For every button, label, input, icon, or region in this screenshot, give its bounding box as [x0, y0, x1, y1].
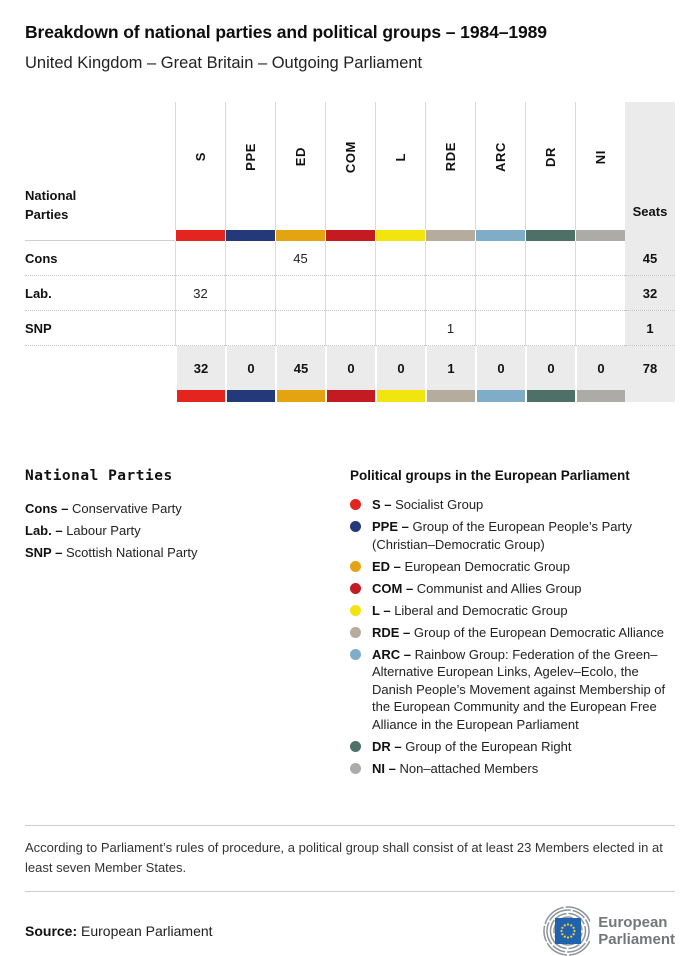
- group-color-bar-com: [325, 230, 375, 241]
- cell-lab-com: [325, 276, 375, 311]
- legend-section: [25, 468, 675, 782]
- cell-snp-seats: 1: [625, 311, 675, 346]
- parties-groups-table: [25, 102, 675, 402]
- group-abbr: RDE –: [372, 624, 411, 640]
- total-ed: 45: [275, 346, 325, 390]
- cell-cons-seats: 45: [625, 241, 675, 276]
- cell-cons-l: [375, 241, 425, 276]
- column-header-seats: Seats: [625, 102, 675, 230]
- totals-row-spacer: [25, 346, 175, 390]
- column-header-ni: NI: [575, 102, 625, 230]
- column-header-s: S: [175, 102, 225, 230]
- page-footer: [25, 906, 675, 956]
- group-abbr: S –: [372, 497, 392, 512]
- cell-lab-l: [375, 276, 425, 311]
- group-color-bar-rde: [425, 230, 475, 241]
- divider: [25, 891, 675, 892]
- column-header-arc: ARC: [475, 102, 525, 230]
- list-item: [350, 738, 675, 756]
- national-parties-legend-title: National Parties: [25, 468, 173, 484]
- cell-lab-ni: [575, 276, 625, 311]
- party-abbr: Lab. –: [25, 523, 63, 538]
- cell-cons-ni: [575, 241, 625, 276]
- list-item: [350, 624, 675, 642]
- national-parties-list: [25, 498, 350, 564]
- group-name: European Democratic Group: [404, 558, 571, 574]
- column-header-ed: ED: [275, 102, 325, 230]
- political-groups-legend-title: Political groups in the European Parliament: [350, 468, 630, 483]
- group-color-dot: [350, 521, 361, 532]
- bottom-color-bar-l: [375, 390, 425, 402]
- cell-cons-s: [175, 241, 225, 276]
- source-value: European Parliament: [81, 922, 213, 939]
- cell-lab-dr: [525, 276, 575, 311]
- political-groups-legend: [350, 468, 675, 782]
- group-abbr: PPE –: [372, 519, 409, 534]
- cell-lab-ed: [275, 276, 325, 311]
- group-name: Group of the European People’s Party (Christian–Democratic Group): [372, 519, 632, 552]
- row-header-national-parties: [25, 102, 175, 230]
- group-color-dot: [350, 649, 361, 660]
- group-name: Non–attached Members: [399, 760, 539, 776]
- source-line: [25, 923, 213, 939]
- cell-snp-ed: [275, 311, 325, 346]
- total-arc: 0: [475, 346, 525, 390]
- cell-lab-rde: [425, 276, 475, 311]
- seats-column-spacer: [625, 230, 675, 241]
- cell-lab-ppe: [225, 276, 275, 311]
- list-item: [350, 518, 675, 553]
- cell-cons-ed: 45: [275, 241, 325, 276]
- group-color-dot: [350, 741, 361, 752]
- group-color-dot: [350, 583, 361, 594]
- table-row-label-cons: Cons: [25, 241, 175, 276]
- cell-snp-dr: [525, 311, 575, 346]
- party-abbr: SNP –: [25, 545, 63, 560]
- bottom-color-bar-ed: [275, 390, 325, 402]
- total-rde: 1: [425, 346, 475, 390]
- group-name: Liberal and Democratic Group: [394, 602, 568, 618]
- cell-snp-arc: [475, 311, 525, 346]
- european-parliament-logo: [526, 906, 675, 956]
- group-abbr: NI –: [372, 760, 396, 776]
- list-item: [350, 558, 675, 576]
- total-com: 0: [325, 346, 375, 390]
- list-item: [350, 496, 675, 514]
- cell-lab-s: 32: [175, 276, 225, 311]
- column-header-rde: RDE: [425, 102, 475, 230]
- list-item: [25, 520, 350, 542]
- column-header-dr: DR: [525, 102, 575, 230]
- group-color-bar-l: [375, 230, 425, 241]
- cell-cons-rde: [425, 241, 475, 276]
- group-color-bar-ed: [275, 230, 325, 241]
- group-name: Group of the European Right: [405, 738, 572, 754]
- total-s: 32: [175, 346, 225, 390]
- logo-line2: Parliament: [598, 930, 675, 948]
- cell-cons-arc: [475, 241, 525, 276]
- group-color-bar-s: [175, 230, 225, 241]
- cell-cons-dr: [525, 241, 575, 276]
- footer-bar-spacer: [25, 390, 175, 402]
- list-item: [350, 580, 675, 598]
- total-dr: 0: [525, 346, 575, 390]
- total-ni: 0: [575, 346, 625, 390]
- total-l: 0: [375, 346, 425, 390]
- bottom-color-bar-dr: [525, 390, 575, 402]
- table-row-label-lab: Lab.: [25, 276, 175, 311]
- column-header-com: COM: [325, 102, 375, 230]
- cell-snp-rde: 1: [425, 311, 475, 346]
- group-color-bar-ni: [575, 230, 625, 241]
- group-color-bar-ppe: [225, 230, 275, 241]
- national-parties-legend: [25, 468, 350, 782]
- bottom-color-bar-arc: [475, 390, 525, 402]
- cell-snp-com: [325, 311, 375, 346]
- party-name: Scottish National Party: [65, 545, 198, 560]
- logo-line1: European: [598, 913, 668, 931]
- row-header-line2: Parties: [25, 207, 69, 222]
- cell-snp-ppe: [225, 311, 275, 346]
- list-item: [25, 498, 350, 520]
- group-abbr: L –: [372, 602, 391, 618]
- cell-snp-l: [375, 311, 425, 346]
- cell-cons-com: [325, 241, 375, 276]
- list-item: [350, 760, 675, 778]
- list-item: [350, 646, 675, 734]
- party-name: Labour Party: [66, 523, 141, 538]
- political-groups-list: [350, 496, 675, 777]
- group-abbr: COM –: [372, 580, 414, 596]
- group-color-dot: [350, 605, 361, 616]
- group-color-dot: [350, 561, 361, 572]
- group-abbr: ED –: [372, 558, 401, 574]
- table-row-label-snp: SNP: [25, 311, 175, 346]
- divider: [25, 825, 675, 826]
- group-name: Rainbow Group: Federation of the Green–Alternative European Links, Agelev–Ecolo, the Danish People’s Movement against Membership of the European Community and the European Free Alliance in the European Parliament: [372, 646, 666, 732]
- group-abbr: DR –: [372, 738, 402, 754]
- cell-cons-ppe: [225, 241, 275, 276]
- party-name: Conservative Party: [71, 501, 182, 516]
- header-bar-spacer: [25, 230, 175, 241]
- group-name: Socialist Group: [395, 497, 484, 512]
- total-ppe: 0: [225, 346, 275, 390]
- eu-flag: [555, 918, 581, 944]
- page-title: Breakdown of national parties and political groups – 1984–1989: [25, 22, 547, 42]
- seats-column-bottom-spacer: [625, 390, 675, 402]
- group-color-dot: [350, 627, 361, 638]
- group-color-dot: [350, 499, 361, 510]
- hemicycle-flag-icon: [526, 906, 590, 956]
- cell-lab-arc: [475, 276, 525, 311]
- group-color-bar-arc: [475, 230, 525, 241]
- group-color-bar-dr: [525, 230, 575, 241]
- cell-snp-ni: [575, 311, 625, 346]
- bottom-color-bar-s: [175, 390, 225, 402]
- bottom-color-bar-ni: [575, 390, 625, 402]
- column-header-ppe: PPE: [225, 102, 275, 230]
- column-header-l: L: [375, 102, 425, 230]
- source-label: Source:: [25, 922, 78, 939]
- list-item: [25, 542, 350, 564]
- cell-lab-seats: 32: [625, 276, 675, 311]
- bottom-color-bar-com: [325, 390, 375, 402]
- bottom-color-bar-rde: [425, 390, 475, 402]
- row-header-line1: National: [25, 188, 77, 203]
- bottom-color-bar-ppe: [225, 390, 275, 402]
- footnote-text: According to Parliament’s rules of procedure, a political group shall consist of at least 23 Members elected in at least seven Member States.: [25, 839, 663, 875]
- list-item: [350, 602, 675, 620]
- group-name: Group of the European Democratic Alliance: [413, 624, 664, 640]
- group-color-dot: [350, 763, 361, 774]
- total-seats: 78: [625, 346, 675, 390]
- logo-wordmark: [598, 914, 675, 948]
- group-name: Communist and Allies Group: [416, 580, 582, 596]
- page-subtitle: United Kingdom – Great Britain – Outgoing Parliament: [25, 54, 423, 72]
- party-abbr: Cons –: [25, 501, 69, 516]
- group-abbr: ARC –: [372, 646, 412, 662]
- cell-snp-s: [175, 311, 225, 346]
